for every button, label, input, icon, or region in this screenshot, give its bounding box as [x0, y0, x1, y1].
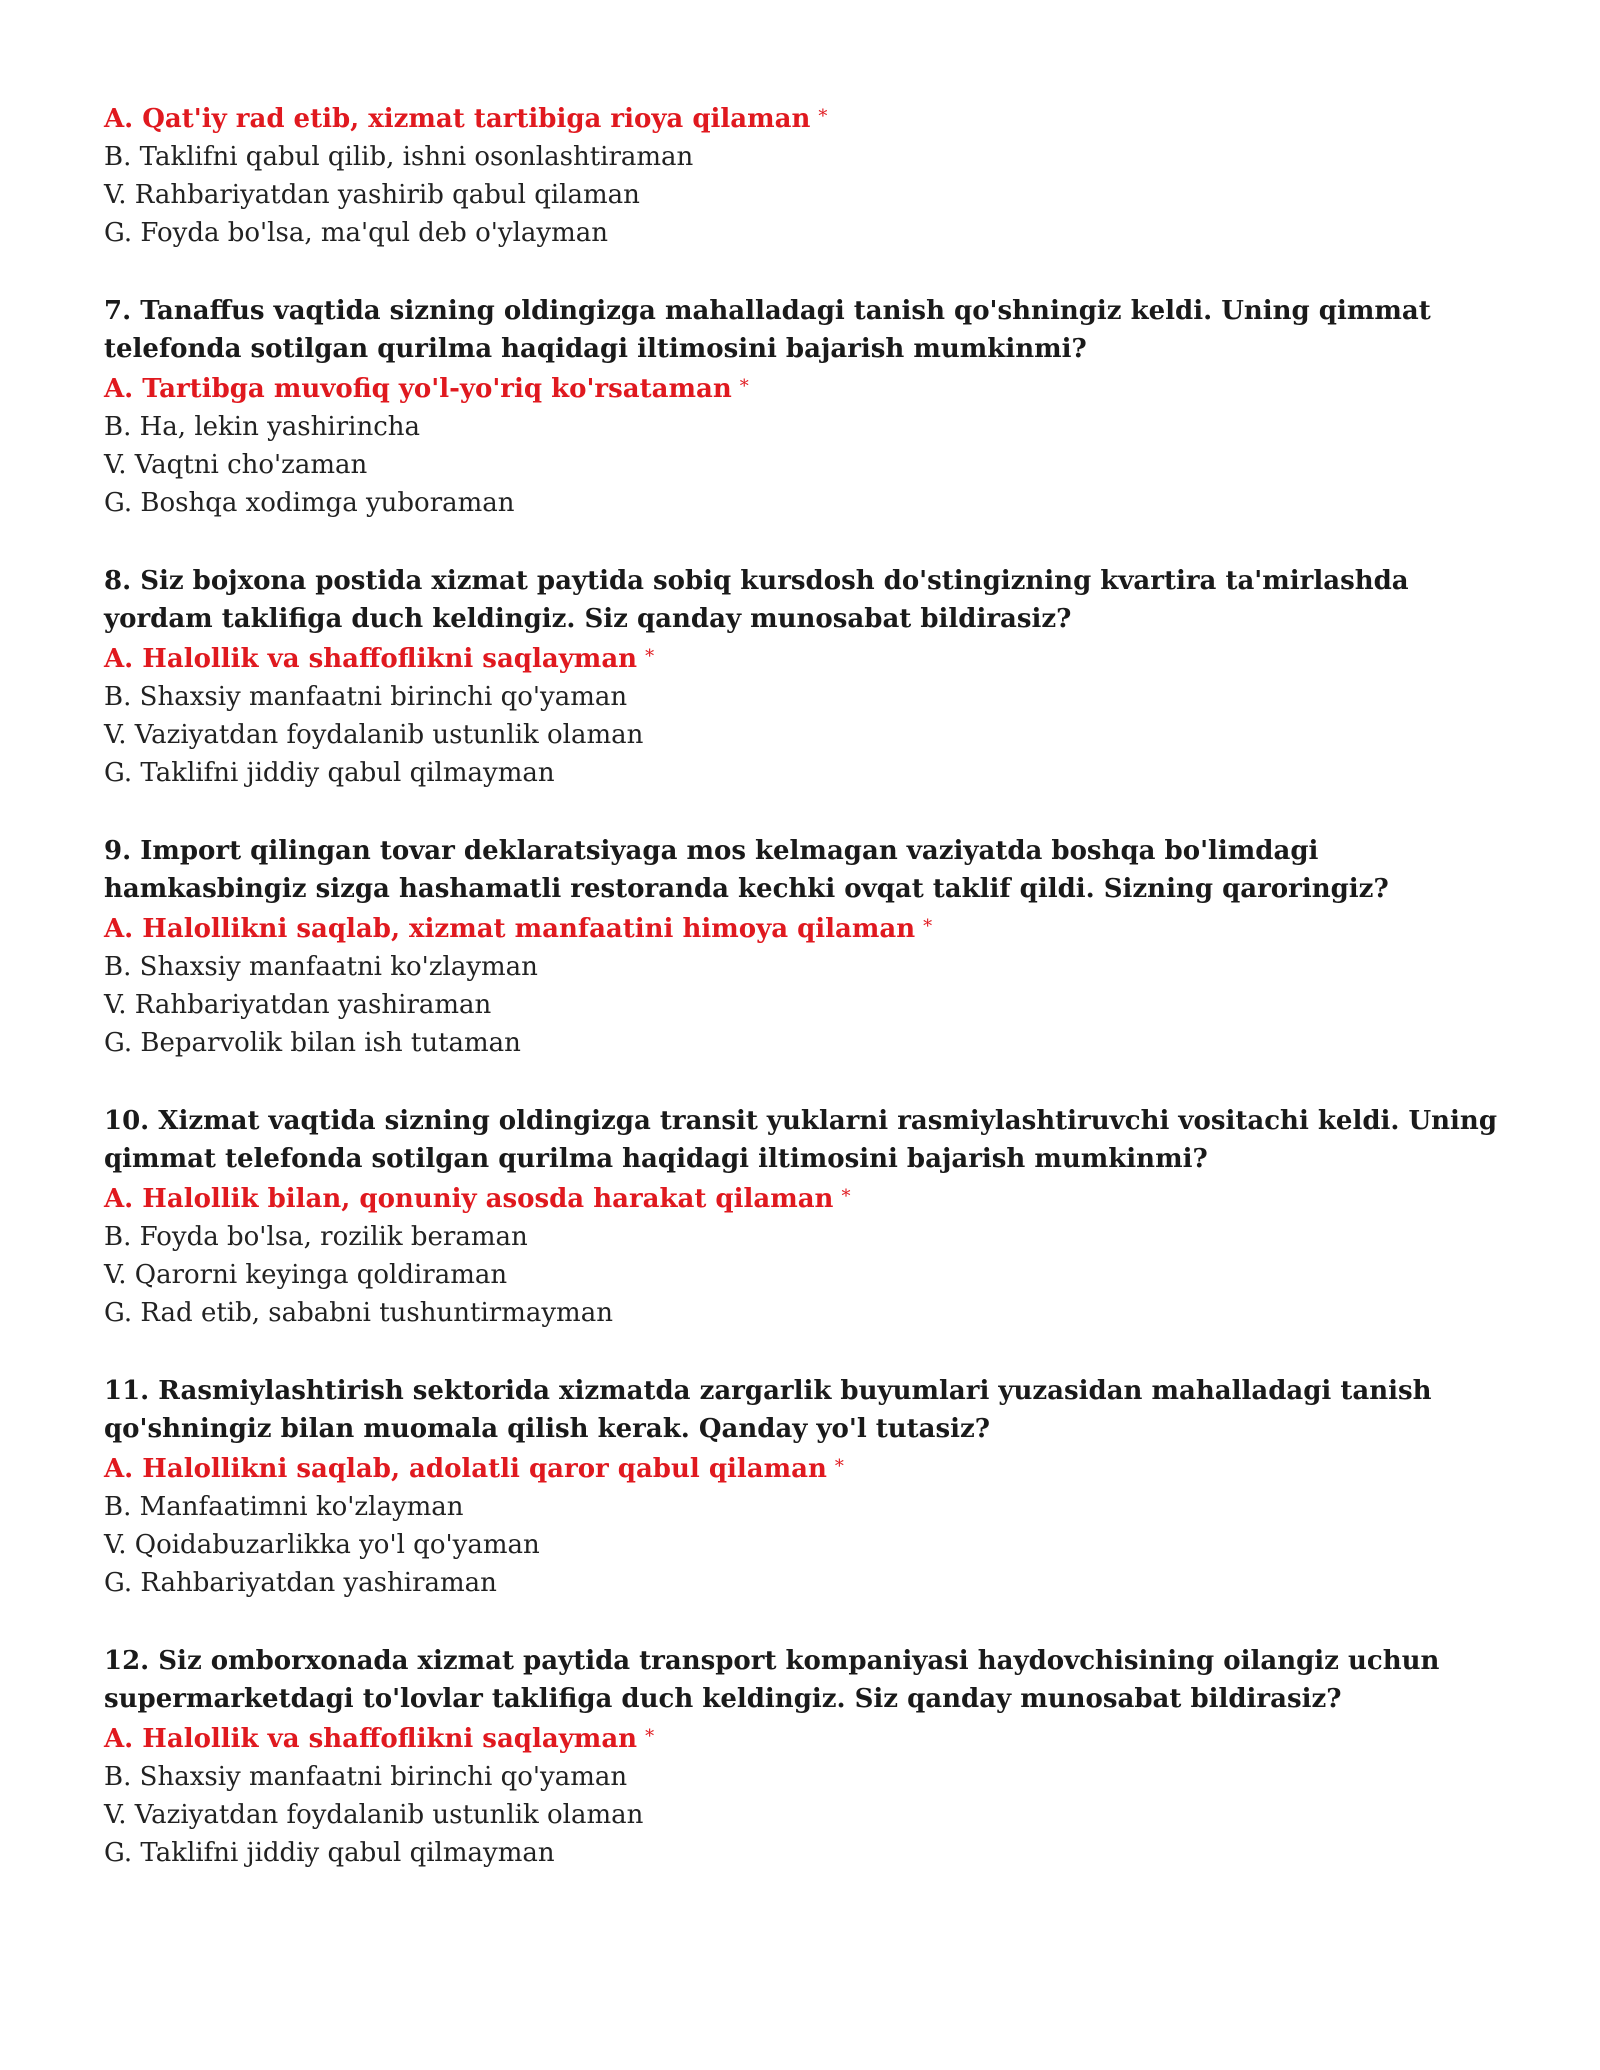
correct-answer-text: A. Halollikni saqlab, xizmat manfaatini himoya qilaman — [104, 914, 916, 944]
question-block-12 — [104, 1642, 1524, 1872]
answer-option: G. Foyda bo'lsa, ma'qul deb o'ylayman — [104, 218, 608, 248]
correct-answer — [104, 1450, 1524, 1488]
correct-answer-text: A. Tartibga muvofiq yo'l-yo'riq ko'rsataman — [104, 374, 732, 404]
correct-mark: * — [923, 916, 933, 937]
answer-option: V. Vaziyatdan foydalanib ustunlik olaman — [104, 720, 644, 750]
answer-option: V. Qarorni keyinga qoldiraman — [104, 1260, 508, 1290]
question-text: 11. Rasmiylashtirish sektorida xizmatda zargarlik buyumlari yuzasidan mahalladagi tanish qo'shningiz bilan muomala qilish kerak. Qanday yo'l tutasiz? — [104, 1376, 1432, 1444]
answer-option: V. Qoidabuzarlikka yo'l qo'yaman — [104, 1530, 540, 1560]
correct-answer-text: A. Halollik va shaffoflikni saqlayman — [104, 1724, 638, 1754]
question-text: 8. Siz bojxona postida xizmat paytida sobiq kursdosh do'stingizning kvartira ta'mirlashda yordam taklifiga duch keldingiz. Siz qanday munosabat bildirasiz? — [104, 566, 1409, 634]
answer-option: V. Vaziyatdan foydalanib ustunlik olaman — [104, 1800, 644, 1830]
correct-mark: * — [645, 646, 655, 667]
answer-option: B. Shaxsiy manfaatni ko'zlayman — [104, 952, 538, 982]
question-text: 7. Tanaffus vaqtida sizning oldingizga mahalladagi tanish qo'shningiz keldi. Uning qimmat telefonda sotilgan qurilma haqidagi iltimosini bajarish mumkinmi? — [104, 296, 1431, 364]
answer-option: B. Manfaatimni ko'zlayman — [104, 1492, 464, 1522]
correct-mark: * — [645, 1726, 655, 1747]
answer-option: B. Taklifni qabul qilib, ishni osonlashtiraman — [104, 142, 694, 172]
correct-mark: * — [834, 1456, 844, 1477]
answer-option: B. Ha, lekin yashirincha — [104, 412, 421, 442]
answer-option: B. Shaxsiy manfaatni birinchi qo'yaman — [104, 1762, 628, 1792]
answer-option: B. Shaxsiy manfaatni birinchi qo'yaman — [104, 682, 628, 712]
question-block-11 — [104, 1372, 1524, 1602]
question-block-6-continued — [104, 100, 1524, 252]
answer-option: G. Taklifni jiddiy qabul qilmayman — [104, 1838, 555, 1868]
correct-answer-text: A. Halollik bilan, qonuniy asosda harakat qilaman — [104, 1184, 834, 1214]
question-block-8 — [104, 562, 1524, 792]
answer-option: B. Foyda bo'lsa, rozilik beraman — [104, 1222, 528, 1252]
answer-option: G. Boshqa xodimga yuboraman — [104, 488, 515, 518]
correct-mark: * — [739, 376, 749, 397]
answer-option: G. Taklifni jiddiy qabul qilmayman — [104, 758, 555, 788]
answer-option: V. Vaqtni cho'zaman — [104, 450, 368, 480]
question-block-9 — [104, 832, 1524, 1062]
answer-option: V. Rahbariyatdan yashiraman — [104, 990, 492, 1020]
question-text: 10. Xizmat vaqtida sizning oldingizga transit yuklarni rasmiylashtiruvchi vositachi keldi. Uning qimmat telefonda sotilgan qurilma haqidagi iltimosini bajarish mumkinmi? — [104, 1106, 1498, 1174]
question-block-7 — [104, 292, 1524, 522]
correct-answer — [104, 100, 1524, 138]
correct-answer — [104, 640, 1524, 678]
answer-option: G. Beparvolik bilan ish tutaman — [104, 1028, 521, 1058]
correct-answer-text: A. Halollik va shaffoflikni saqlayman — [104, 644, 638, 674]
answer-option: V. Rahbariyatdan yashirib qabul qilaman — [104, 180, 640, 210]
correct-answer — [104, 910, 1524, 948]
answer-option: G. Rad etib, sababni tushuntirmayman — [104, 1298, 613, 1328]
correct-answer — [104, 1720, 1524, 1758]
correct-mark: * — [818, 106, 828, 127]
question-block-10 — [104, 1102, 1524, 1332]
question-text: 12. Siz omborxonada xizmat paytida transport kompaniyasi haydovchisining oilangiz uchun supermarketdagi to'lovlar taklifiga duch keldingiz. Siz qanday munosabat bildirasiz? — [104, 1646, 1440, 1714]
correct-answer-text: A. Halollikni saqlab, adolatli qaror qabul qilaman — [104, 1454, 827, 1484]
correct-answer — [104, 370, 1524, 408]
document-page — [104, 100, 1524, 1912]
correct-answer-text: A. Qat'iy rad etib, xizmat tartibiga rioya qilaman — [104, 104, 811, 134]
correct-mark: * — [841, 1186, 851, 1207]
correct-answer — [104, 1180, 1524, 1218]
answer-option: G. Rahbariyatdan yashiraman — [104, 1568, 497, 1598]
question-text: 9. Import qilingan tovar deklaratsiyaga mos kelmagan vaziyatda boshqa bo'limdagi hamkasbingiz sizga hashamatli restoranda kechki ovqat taklif qildi. Sizning qaroringiz? — [104, 836, 1389, 904]
